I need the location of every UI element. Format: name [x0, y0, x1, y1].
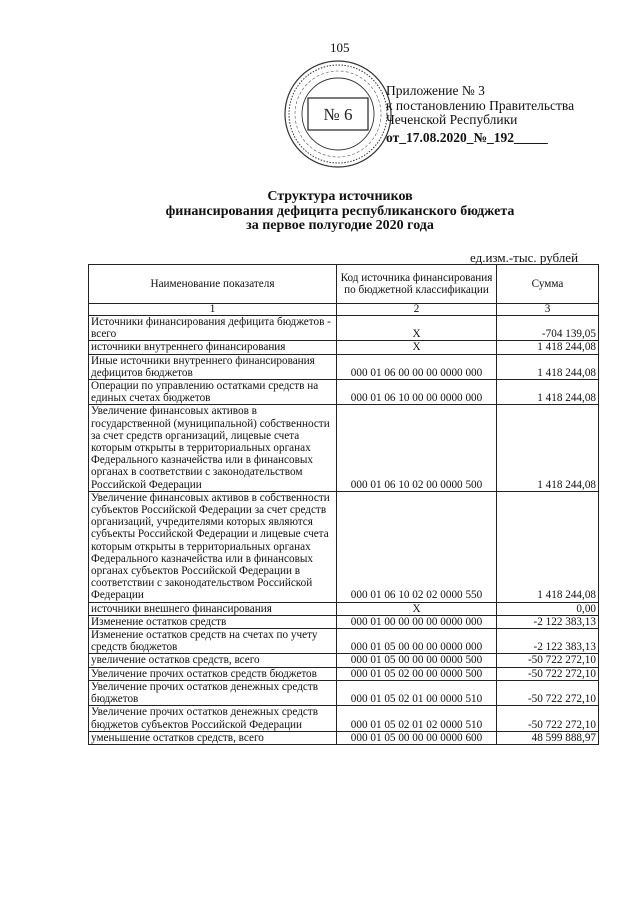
row-name-cell: Операции по управлению остатками средств на единых счетах бюджетов	[89, 380, 337, 405]
row-name-cell: Увеличение финансовых активов в государственной (муниципальной) собственности за счет средств организаций, лицевые счета которым открыты в территориальных органах Федерального казначейства или в финансовых органах в соответствии с законодательством Российской Федерации	[89, 405, 337, 491]
row-code-cell: 000 01 06 10 02 00 0000 500	[337, 405, 497, 491]
row-code-cell: 000 01 06 00 00 00 0000 000	[337, 354, 497, 379]
row-name-cell: источники внутреннего финансирования	[89, 341, 337, 354]
row-name-cell: Изменение остатков средств	[89, 615, 337, 628]
row-code-cell: 000 01 00 00 00 00 0000 000	[337, 615, 497, 628]
header-name: Наименование показателя	[89, 265, 337, 304]
row-sum-cell: -2 122 383,13	[497, 615, 599, 628]
row-name-cell: Увеличение прочих остатков денежных средств бюджетов	[89, 680, 337, 705]
appendix-title: Приложение № 3	[386, 83, 485, 98]
document-title	[120, 190, 560, 234]
row-code-cell: 000 01 06 10 00 00 0000 000	[337, 380, 497, 405]
table-header-row	[89, 265, 599, 304]
table-row	[89, 405, 599, 491]
row-name-cell: Изменение остатков средств на счетах по учету средств бюджетов	[89, 629, 337, 654]
row-sum-cell: 1 418 244,08	[497, 354, 599, 379]
table-row	[89, 680, 599, 705]
appendix-date-number: от_17.08.2020_№_192_____	[386, 129, 548, 145]
row-sum-cell: -50 722 272,10	[497, 680, 599, 705]
row-name-cell: источники внешнего финансирования	[89, 602, 337, 615]
table-row	[89, 731, 599, 744]
row-name-cell: Увеличение прочих остатков средств бюджетов	[89, 667, 337, 680]
row-sum-cell: -50 722 272,10	[497, 667, 599, 680]
row-name-cell: уменьшение остатков средств, всего	[89, 731, 337, 744]
header-sum: Сумма	[497, 265, 599, 304]
table-row	[89, 602, 599, 615]
row-code-cell: Х	[337, 341, 497, 354]
page-number: 105	[330, 40, 350, 55]
row-code-cell: Х	[337, 602, 497, 615]
row-code-cell: 000 01 05 02 01 02 0000 510	[337, 706, 497, 731]
table-row	[89, 341, 599, 354]
financing-sources-table	[88, 264, 599, 745]
header-code: Код источника финансирования по бюджетной классификации	[337, 265, 497, 304]
row-code-cell: 000 01 06 10 02 02 0000 550	[337, 491, 497, 602]
table-row	[89, 667, 599, 680]
row-sum-cell: 0,00	[497, 602, 599, 615]
appendix-resolution-line: к постановлению Правительства	[386, 97, 575, 113]
table-row	[89, 706, 599, 731]
table-body	[89, 316, 599, 745]
column-number: 1	[89, 304, 337, 316]
row-sum-cell: 1 418 244,08	[497, 380, 599, 405]
row-code-cell: Х	[337, 316, 497, 341]
row-code-cell: 000 01 05 02 01 00 0000 510	[337, 680, 497, 705]
row-name-cell: Увеличение финансовых активов в собственности субъектов Российской Федерации за счет средств организаций, учредителями которых являются субъекты Российской Федерации и лицевые счета которым открыты в территориальных органах Федерального казначейства или в финансовых органах субъектов Российской Федерации в соответствии с законодательством Российской Федерации	[89, 491, 337, 602]
row-sum-cell: -50 722 272,10	[497, 706, 599, 731]
table-row	[89, 354, 599, 379]
row-sum-cell: -50 722 272,10	[497, 654, 599, 667]
row-sum-cell: -704 139,05	[497, 316, 599, 341]
column-number: 3	[497, 304, 599, 316]
row-name-cell: Иные источники внутреннего финансирования дефицитов бюджетов	[89, 354, 337, 379]
row-name-cell: Источники финансирования дефицита бюджетов - всего	[89, 316, 337, 341]
stamp-number-text: № 6	[323, 105, 353, 124]
row-sum-cell: 1 418 244,08	[497, 405, 599, 491]
title-line-3: за первое полугодие 2020 года	[246, 218, 434, 233]
table-row	[89, 380, 599, 405]
official-seal-stamp	[282, 58, 394, 170]
row-sum-cell: 1 418 244,08	[497, 491, 599, 602]
row-name-cell: увеличение остатков средств, всего	[89, 654, 337, 667]
title-line-2: финансирования дефицита республиканского бюджета	[165, 203, 515, 219]
table-row	[89, 491, 599, 602]
table-row	[89, 654, 599, 667]
row-code-cell: 000 01 05 00 00 00 0000 000	[337, 629, 497, 654]
row-sum-cell: 1 418 244,08	[497, 341, 599, 354]
title-line-1: Структура источников	[267, 189, 413, 204]
row-code-cell: 000 01 05 00 00 00 0000 500	[337, 654, 497, 667]
appendix-block	[386, 84, 574, 145]
unit-label: ед.изм.-тыс. рублей	[470, 250, 579, 265]
row-code-cell: 000 01 05 02 00 00 0000 500	[337, 667, 497, 680]
row-sum-cell: 48 599 888,97	[497, 731, 599, 744]
column-number: 2	[337, 304, 497, 316]
row-code-cell: 000 01 05 00 00 00 0000 600	[337, 731, 497, 744]
table-row	[89, 629, 599, 654]
row-name-cell: Увеличение прочих остатков денежных средств бюджетов субъектов Российской Федерации	[89, 706, 337, 731]
table-row	[89, 316, 599, 341]
table-row	[89, 615, 599, 628]
column-number-row	[89, 304, 599, 316]
appendix-republic-line: Чеченской Республики	[386, 112, 518, 127]
row-sum-cell: -2 122 383,13	[497, 629, 599, 654]
